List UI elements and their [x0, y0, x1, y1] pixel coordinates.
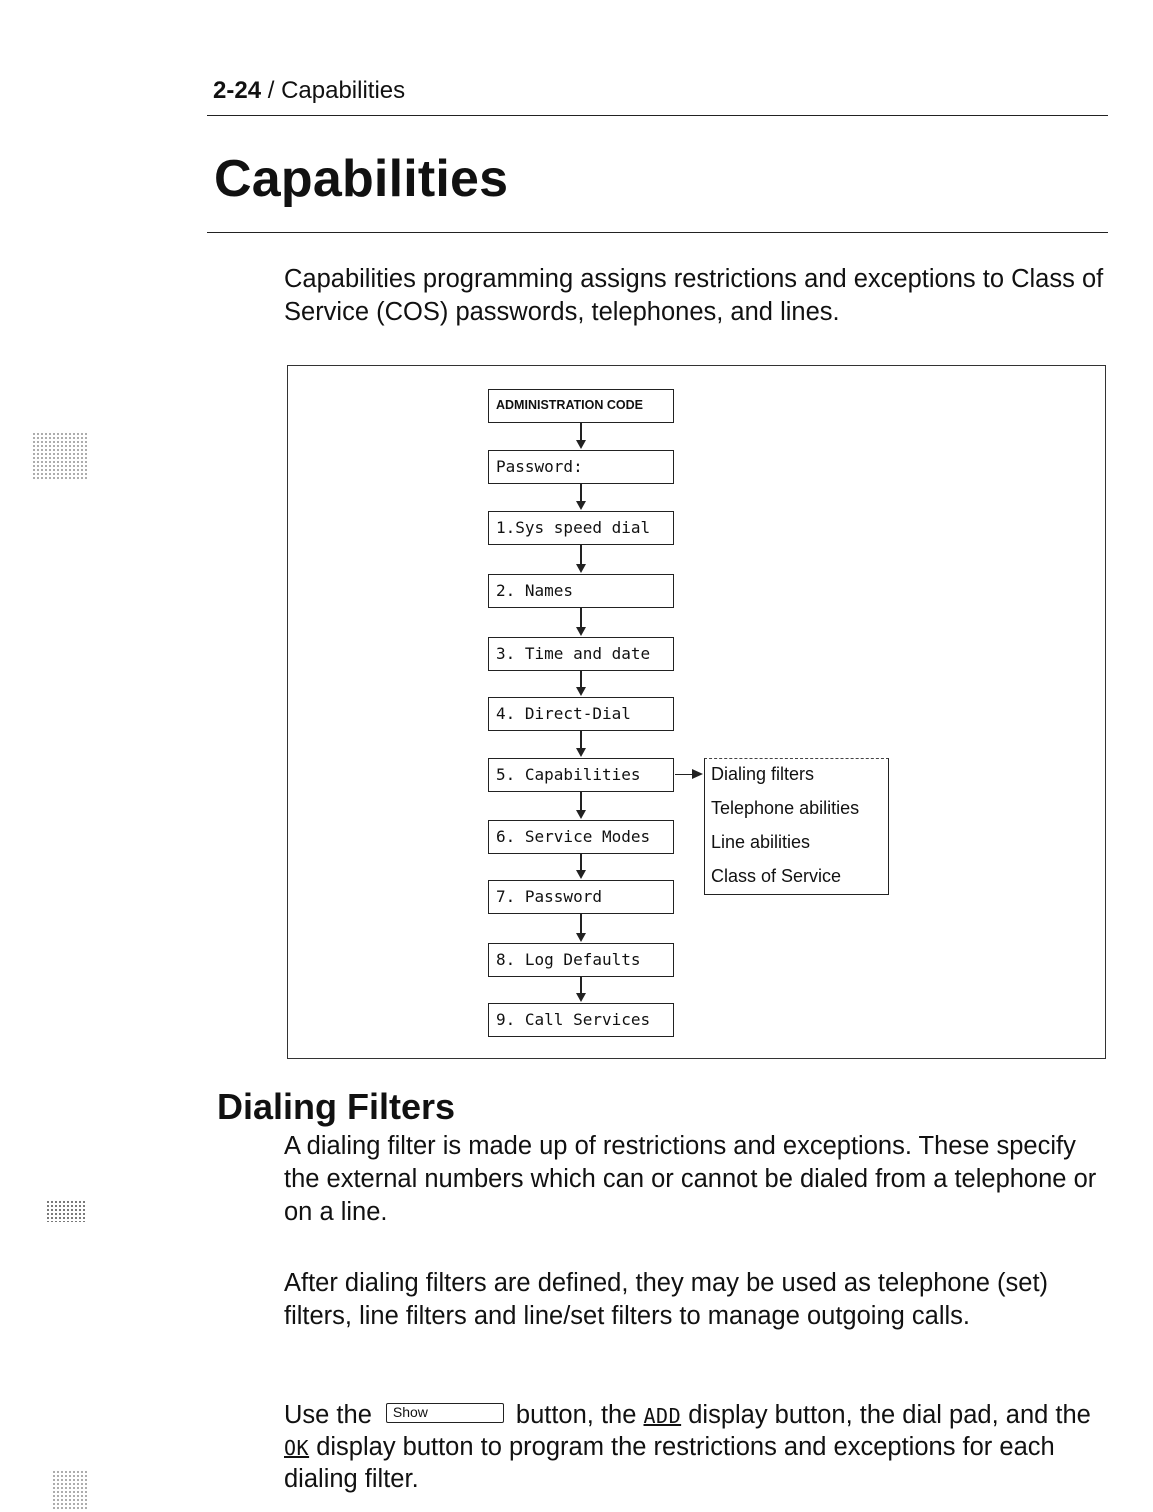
connector-line [580, 977, 582, 994]
show-key-button: Show [386, 1403, 504, 1423]
submenu-item-dialing-filters: Dialing filters [711, 764, 815, 784]
menu-box-direct-dial: 4. Direct-Dial [488, 697, 674, 731]
menu-box-time-and-date: 3. Time and date [488, 637, 674, 671]
page-number: 2-24 [213, 77, 262, 104]
down-arrow-icon [576, 627, 586, 636]
running-header [213, 76, 405, 106]
dialing-filters-paragraph-3 [284, 1400, 1110, 1496]
down-arrow-icon [576, 810, 586, 819]
section-heading: Dialing Filters [217, 1086, 456, 1127]
dialing-filters-paragraph-2: After dialing filters are defined, they may be used as telephone (set) filters, line filters and line/set filters to manage outgoing calls. [284, 1269, 1049, 1330]
scan-speckle [32, 432, 88, 480]
scan-speckle [52, 1470, 88, 1510]
menu-box-password-prompt: Password: [488, 450, 674, 484]
text-run: display button to program the restrictions and exceptions for each dialing filter. [284, 1433, 1055, 1493]
down-arrow-icon [576, 440, 586, 449]
connector-line [580, 914, 582, 934]
down-arrow-icon [576, 933, 586, 942]
connector-line [580, 545, 582, 565]
down-arrow-icon [576, 687, 586, 696]
down-arrow-icon [576, 870, 586, 879]
ok-display-button: OK [284, 1436, 310, 1460]
connector-line [580, 671, 582, 688]
connector-line [580, 792, 582, 811]
down-arrow-icon [576, 993, 586, 1002]
menu-box-administration-code: ADMINISTRATION CODE [488, 389, 674, 423]
add-display-button: ADD [643, 1404, 682, 1428]
menu-box-names: 2. Names [488, 574, 674, 608]
header-separator: / [261, 77, 282, 104]
connector-line [580, 423, 582, 441]
submenu-item-line-abilities: Line abilities [711, 832, 811, 852]
scan-speckle [46, 1200, 86, 1222]
connector-line [580, 731, 582, 749]
down-arrow-icon [576, 564, 586, 573]
down-arrow-icon [576, 501, 586, 510]
right-arrow-icon [692, 769, 703, 779]
menu-box-password: 7. Password [488, 880, 674, 914]
connector-line [580, 854, 582, 871]
text-run: button, the [515, 1401, 637, 1429]
header-section: Capabilities [281, 77, 406, 104]
title-rule [207, 232, 1108, 233]
dialing-filters-paragraph-1: A dialing filter is made up of restrictions and exceptions. These specify the external numbers which can or cannot be dialed from a telephone or on a line. [284, 1132, 1097, 1226]
text-run: Use the [284, 1401, 372, 1429]
intro-paragraph: Capabilities programming assigns restrictions and exceptions to Class of Service (COS) passwords, telephones, and lines. [284, 265, 1104, 326]
page-title: Capabilities [214, 150, 509, 208]
header-rule [207, 115, 1108, 116]
down-arrow-icon [576, 748, 586, 757]
text-run: display button, the dial pad, and the [688, 1401, 1091, 1429]
menu-box-log-defaults: 8. Log Defaults [488, 943, 674, 977]
connector-line [580, 484, 582, 502]
menu-box-service-modes: 6. Service Modes [488, 820, 674, 854]
menu-box-sys-speed-dial: 1.Sys speed dial [488, 511, 674, 545]
menu-diagram-frame [287, 365, 1106, 1059]
menu-box-capabilities: 5. Capabilities [488, 758, 674, 792]
menu-box-call-services: 9. Call Services [488, 1003, 674, 1037]
submenu-item-class-of-service: Class of Service [711, 866, 842, 886]
connector-line [580, 608, 582, 628]
submenu-item-telephone-abilities: Telephone abilities [711, 798, 860, 818]
